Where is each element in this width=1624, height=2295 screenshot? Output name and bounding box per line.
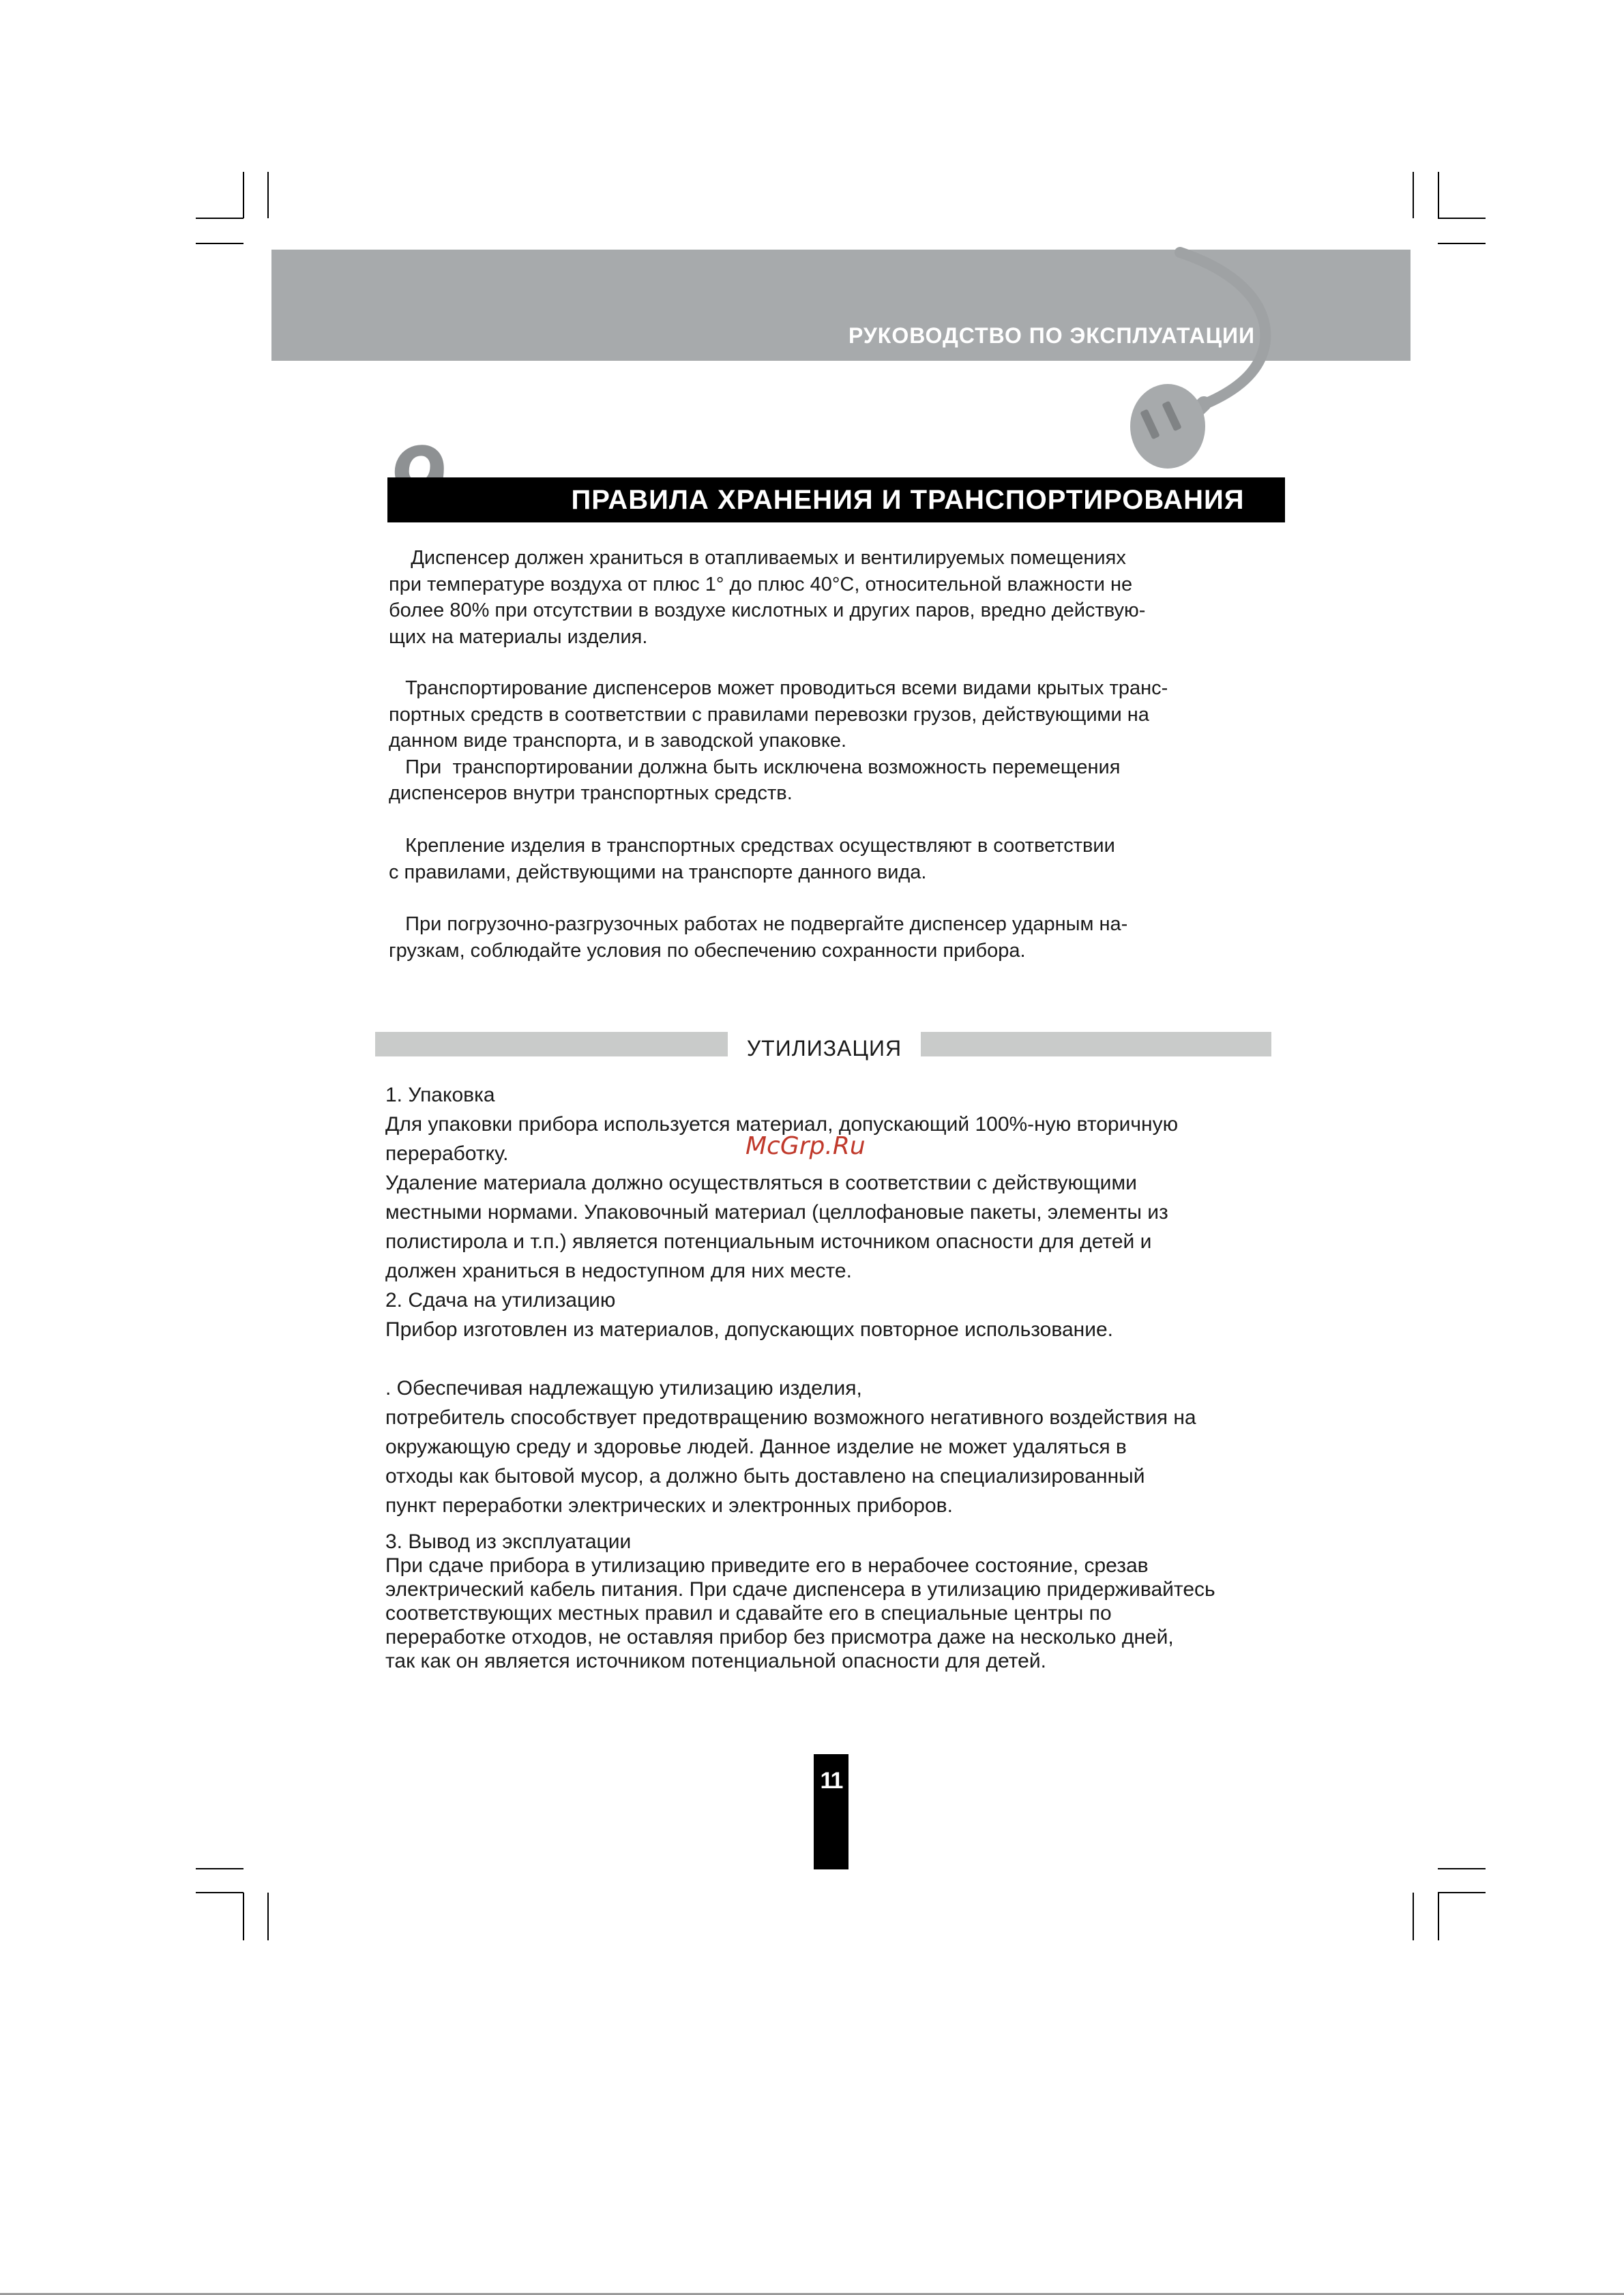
text-line: Для упаковки прибора используется материал, допускающий 100%-ную вторичную (385, 1113, 1179, 1136)
page-number: 11 (820, 1768, 842, 1794)
page-number-box (814, 1754, 848, 1869)
paragraph-storage (389, 545, 1269, 650)
crop-mark (243, 1893, 244, 1940)
section-title-bar (387, 477, 1285, 522)
text-line: отходы как бытовой мусор, а должно быть доставлено на специализированный (385, 1465, 1145, 1487)
crop-mark (1438, 243, 1486, 244)
crop-mark (1413, 172, 1414, 218)
header-title: РУКОВОДСТВО ПО ЭКСПЛУАТАЦИИ (848, 323, 1255, 348)
text-line: Диспенсер должен храниться в отапливаемых и вентилируемых помещениях (389, 547, 1126, 569)
text-line: . Обеспечивая надлежащую утилизацию изделия, (385, 1377, 862, 1400)
heading-rule-right (921, 1032, 1271, 1056)
utilization-decommission (385, 1530, 1286, 1673)
text-line: при температуре воздуха от плюс 1° до плюс 40°С, относительной влажности не (389, 573, 1133, 595)
text-line: Крепление изделия в транспортных средствах осуществляют в соответствии (389, 835, 1115, 857)
text-line: При сдаче прибора в утилизацию приведите его в нерабочее состояние, срезав (385, 1554, 1149, 1577)
utilization-packaging (385, 1080, 1286, 1344)
text-line: электрический кабель питания. При сдаче диспенсера в утилизацию придерживайтесь (385, 1578, 1215, 1601)
text-line: При транспортировании должна быть исключена возможность перемещения (389, 756, 1121, 778)
text-line: 2. Сдача на утилизацию (385, 1289, 616, 1312)
crop-mark (1438, 218, 1486, 219)
text-line: с правилами, действующими на транспорте данного вида. (389, 861, 927, 883)
crop-mark (1438, 1893, 1439, 1940)
utilization-title: УТИЛИЗАЦИЯ (746, 1036, 902, 1061)
crop-mark (196, 1868, 243, 1869)
crop-mark (267, 172, 269, 218)
text-line: местными нормами. Упаковочный материал (целлофановые пакеты, элементы из (385, 1201, 1168, 1224)
text-line: должен храниться в недоступном для них месте. (385, 1260, 852, 1282)
text-line: данном виде транспорта, и в заводской упаковке. (389, 730, 847, 752)
text-line: более 80% при отсутствии в воздухе кислотных и других паров, вредно действую- (389, 599, 1146, 621)
crop-mark (1438, 1868, 1486, 1869)
text-line: так как он является источником потенциальной опасности для детей. (385, 1650, 1046, 1672)
text-line: Транспортирование диспенсеров может проводиться всеми видами крытых транс- (389, 677, 1168, 699)
paragraph-fastening (389, 833, 1269, 885)
utilization-disposal (385, 1374, 1286, 1520)
text-line: грузкам, соблюдайте условия по обеспечению сохранности прибора. (389, 939, 1026, 962)
paragraph-loading (389, 911, 1269, 964)
text-line: переработку. (385, 1142, 509, 1165)
crop-mark (1413, 1893, 1414, 1940)
text-line: потребитель способствует предотвращению возможного негативного воздействия на (385, 1406, 1196, 1429)
power-plug-icon (1105, 246, 1303, 471)
text-line: соответствующих местных правил и сдавайте его в специальные центры по (385, 1602, 1112, 1625)
text-line: Удаление материала должно осуществляться в соответствии с действующими (385, 1172, 1137, 1194)
text-line: щих на материалы изделия. (389, 625, 648, 648)
crop-mark (1438, 1892, 1486, 1893)
crop-mark (243, 172, 244, 218)
crop-mark (1438, 172, 1439, 218)
crop-mark (196, 1892, 243, 1893)
section-title: ПРАВИЛА ХРАНЕНИЯ И ТРАНСПОРТИРОВАНИЯ (571, 484, 1245, 515)
text-line: переработке отходов, не оставляя прибор без присмотра даже на несколько дней, (385, 1626, 1174, 1648)
heading-rule-left (375, 1032, 728, 1056)
text-line: пункт переработки электрических и электронных приборов. (385, 1494, 953, 1517)
text-line: При погрузочно-разгрузочных работах не подвергайте диспенсер ударным на- (389, 913, 1128, 935)
watermark: McGrp.Ru (745, 1132, 866, 1160)
text-line: 3. Вывод из эксплуатации (385, 1530, 632, 1553)
text-line: окружающую среду и здоровье людей. Данное изделие не может удаляться в (385, 1436, 1127, 1458)
crop-mark (196, 218, 243, 219)
text-line: портных средств в соответствии с правилами перевозки грузов, действующими на (389, 703, 1149, 726)
crop-mark (267, 1893, 269, 1940)
text-line: Прибор изготовлен из материалов, допускающих повторное использование. (385, 1318, 1113, 1341)
paragraph-transportation (389, 675, 1269, 807)
text-line: 1. Упаковка (385, 1084, 495, 1106)
text-line: полистирола и т.п.) является потенциальным источником опасности для детей и (385, 1230, 1152, 1253)
crop-mark (196, 243, 243, 244)
text-line: диспенсеров внутри транспортных средств. (389, 782, 793, 804)
